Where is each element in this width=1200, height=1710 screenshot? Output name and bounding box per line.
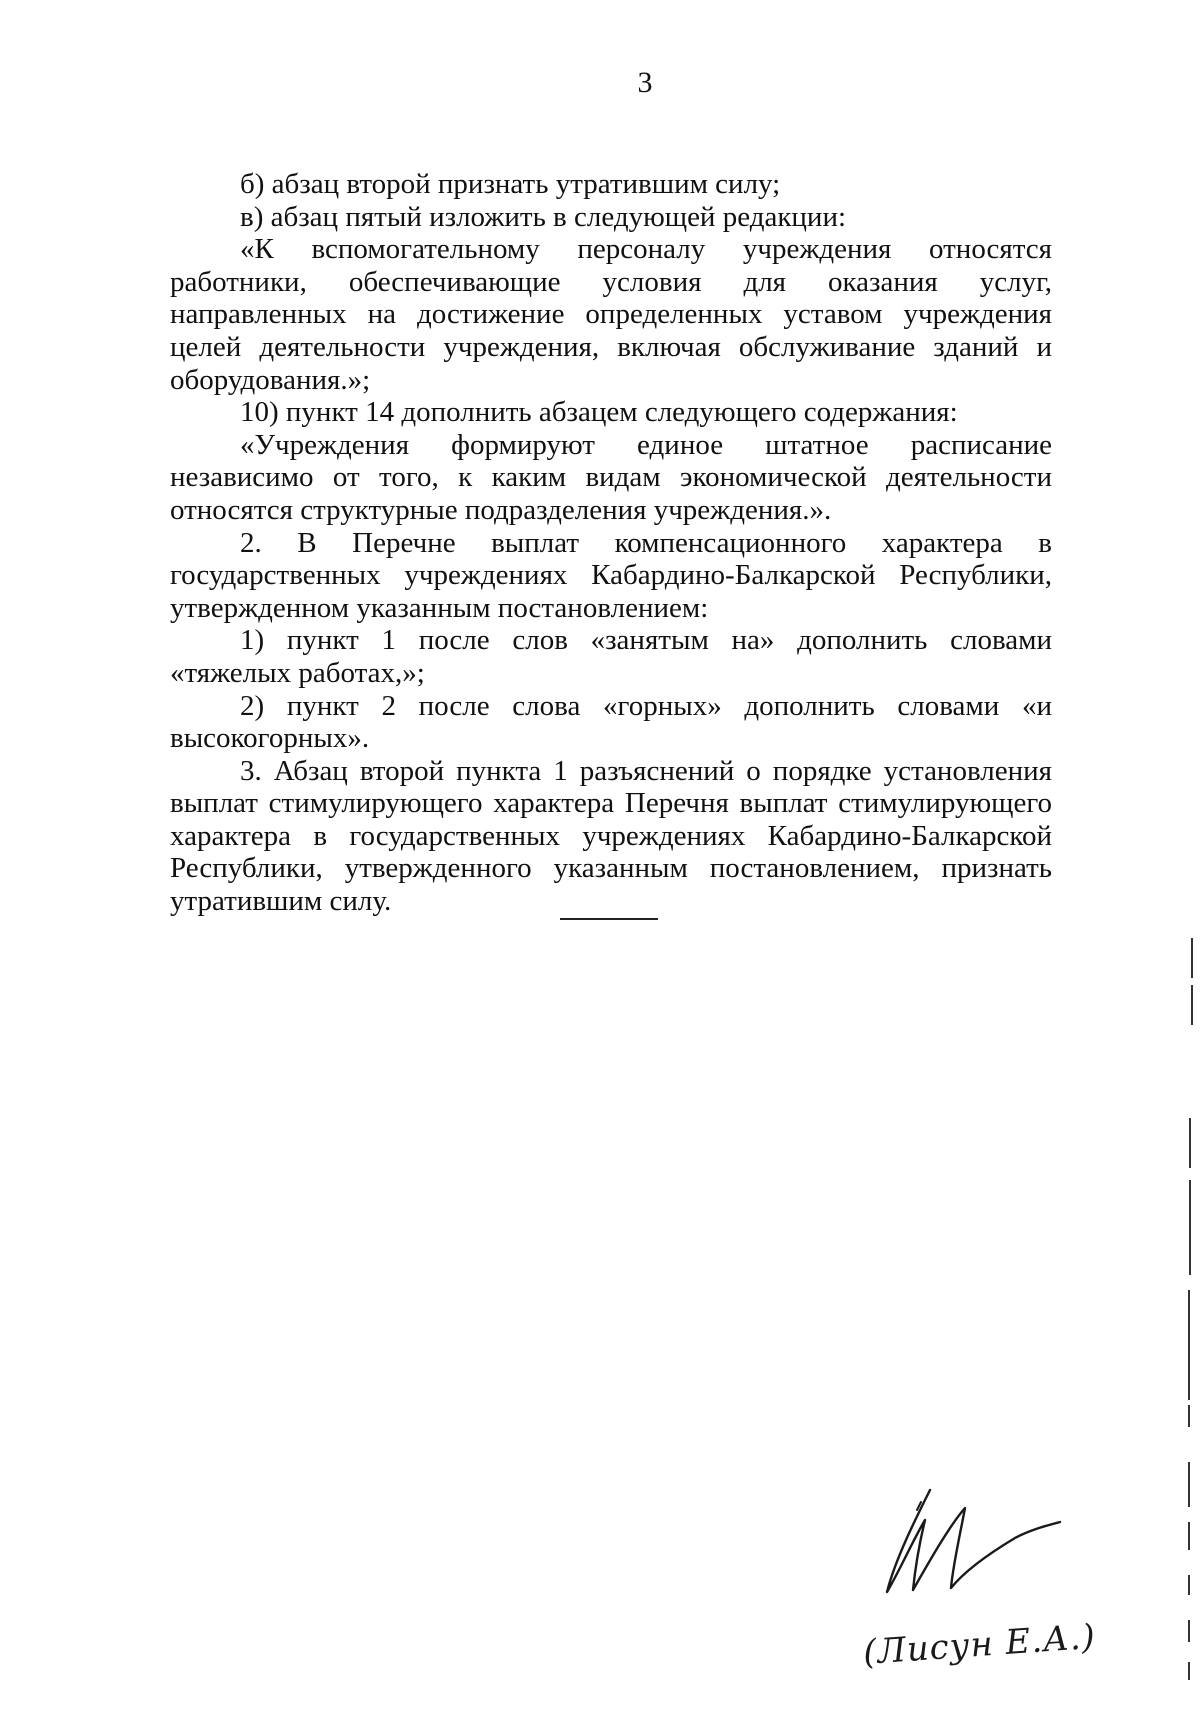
margin-mark bbox=[1188, 1290, 1190, 1350]
paragraph-item-1: 1) пункт 1 после слов «занятым на» дополнить словами «тяжелых работах,»; bbox=[170, 624, 1052, 689]
paragraph-section-2: 2. В Перечне выплат компенсационного характера в государственных учреждениях Кабардино-Балкарской Республики, утвержденном указанным постановлением: bbox=[170, 526, 1052, 624]
end-of-text-rule bbox=[560, 918, 658, 920]
paragraph-item-2: 2) пункт 2 после слова «горных» дополнить словами «и высокогорных». bbox=[170, 689, 1052, 755]
margin-mark bbox=[1191, 985, 1193, 1025]
paragraph-b: б) абзац второй признать утратившим силу; bbox=[240, 168, 781, 200]
margin-mark bbox=[1188, 1522, 1190, 1550]
paragraph-item-10: 10) пункт 14 дополнить абзацем следующего содержания: bbox=[240, 396, 958, 429]
margin-mark bbox=[1188, 1405, 1190, 1427]
margin-mark bbox=[1188, 1345, 1190, 1400]
paragraph-v: в) абзац пятый изложить в следующей редакции: bbox=[240, 200, 847, 233]
document-body bbox=[170, 168, 1052, 918]
margin-mark bbox=[1191, 938, 1193, 978]
page-number: 3 bbox=[637, 66, 653, 99]
scan-margin-marks bbox=[1186, 0, 1200, 1697]
signature-scribble bbox=[855, 1480, 1095, 1630]
margin-mark bbox=[1188, 1620, 1190, 1642]
margin-mark bbox=[1188, 1462, 1190, 1507]
paragraph-quote-auxiliary-staff: «К вспомогательному персоналу учреждения относятся работники, обеспечивающие условия для оказания услуг, направленных на достижение определенных уставом учреждения целей деятельности учреждения, включая обслуживание зданий и оборудования.»; bbox=[170, 233, 1052, 396]
signature-block bbox=[855, 1480, 1115, 1710]
margin-mark bbox=[1189, 1118, 1191, 1168]
margin-mark bbox=[1188, 1575, 1190, 1595]
margin-mark bbox=[1189, 1225, 1191, 1275]
margin-mark bbox=[1188, 1662, 1190, 1680]
paragraph-quote-staffing: «Учреждения формируют единое штатное расписание независимо от того, к каким видам экономической деятельности относятся структурные подразделения учреждения.». bbox=[170, 428, 1052, 526]
paragraph-section-3: 3. Абзац второй пункта 1 разъяснений о порядке установления выплат стимулирующего характера Перечня выплат стимулирующего характера в государственных учреждениях Кабардино-Балкарской Республики, утвержденного указанным постановлением, признать утратившим силу. bbox=[170, 754, 1052, 918]
signature-handwritten-name: (Лисун Е.А.) bbox=[861, 1616, 1098, 1673]
